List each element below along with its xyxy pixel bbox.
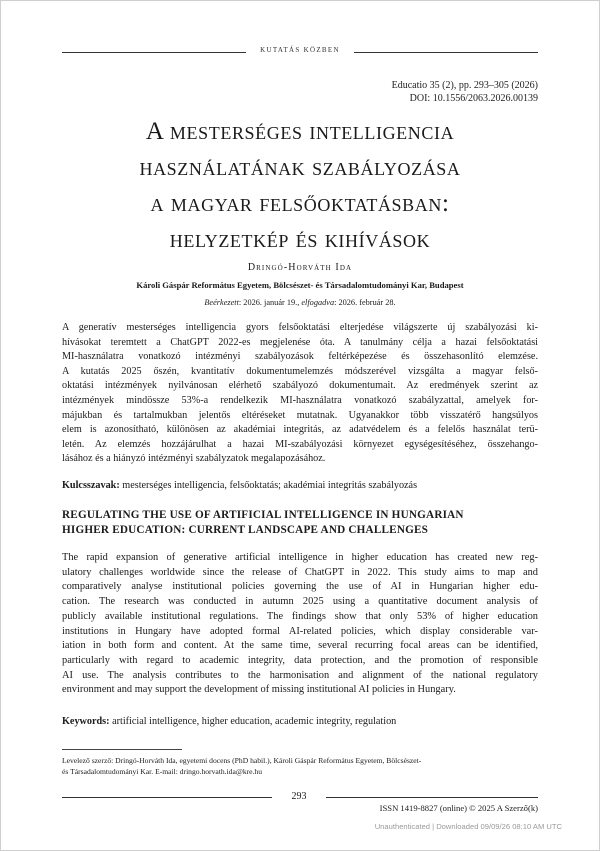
english-title-line: REGULATING THE USE OF ARTIFICIAL INTELLIGENCE IN HUNGARIAN [62,509,464,521]
abstract-line: ulatory challenges worldwide since the release of ChatGPT in 2022. This study aims to map and [62,566,538,578]
page-number: 293 [291,791,307,802]
affiliation: Károli Gáspár Református Egyetem, Bölcsészet- és Társadalomtudományi Kar, Budapest [136,280,464,290]
issn: ISSN 1419-8827 (online) © 2025 A Szerző(k) [379,803,538,813]
footnote-line: Levelező szerző: Dringó-Horváth Ida, egyetemi docens (PhD habil.), Károli Gáspár Református Egyetem, Bölcsészet- [62,756,422,765]
abstract-line: intézmények mindössze 53%-a rendelkezik MI-használatra vonatkozó szabályzattal, amelyek for- [62,394,538,406]
footer-rule-right [326,797,538,798]
citation [392,80,538,105]
dates [62,298,538,307]
article-title [62,114,538,258]
footer-rule-left [62,797,272,798]
accepted-label: elfogadva [301,298,335,307]
abstract-line: hívásokat teremtett a ChatGPT 2022-es megjelenése óta. A tanulmány célja a hazai felsőoktatási [62,336,538,348]
title-line: helyzetkép és kihívások [169,226,431,253]
abstract-line: MI-használatra vonatkozó intézményi szabályozások feltérképezése és összehasonlító elemzése. [62,351,538,363]
footnote-rule [62,749,182,750]
journal-citation: Educatio 35 (2), pp. 293–305 (2026) [391,80,538,91]
abstract-line: elem is azonosítható, különösen az akadémiai integritás, az adatvédelem és a felelős használat terü- [62,424,538,436]
keywords-text: mesterséges intelligencia, felsőoktatás; akadémiai integritás szabályozás [119,480,418,491]
title-line: A mesterséges intelligencia [145,118,455,145]
title-line: használatának szabályozása [139,154,461,181]
keywords-text: artificial intelligence, higher education, academic integrity, regulation [109,716,397,727]
abstract-english [62,551,538,698]
abstract-line: májukban és tartalmukban jelentős eltéréseket mutatnak. Ugyanakkor több visszatérő hangsúlyos [62,409,538,421]
doi[interactable]: DOI: 10.1556/2063.2026.00139 [409,92,538,104]
keywords-label: Keywords: [62,716,110,727]
footnote [62,755,538,777]
abstract-line: environment and may support the development of missing institutional AI policies in Hungary. [62,684,456,696]
abstract-line: lásához és a hiányzó intézményi szabályzatok megalapozásához. [62,453,326,465]
abstract-line: A kutatás 2025 őszén, kvantitatív dokumentumelemzés módszerével vizsgálta a magyar felső- [62,365,538,377]
author: Dringó-Horváth Ida [247,262,353,273]
footnote-line: és Társadalomtudományi Kar. E-mail: dringo.horvath.ida@kre.hu [62,767,263,776]
received-label: Beérkezett [204,298,239,307]
download-watermark: Unauthenticated | Downloaded 09/09/26 08:10 AM UTC [374,822,562,831]
section-header [62,46,538,58]
abstract-line: letén. Az elemzés hozzájárulhat a hazai MI-szabályozási környezet egységesítéséhez, összehango- [62,438,538,450]
section-label: KUTATÁS KÖZBEN [260,46,340,54]
abstract-line: cation. The research was conducted in autumn 2025 using a quantitative document analysis of [62,596,538,608]
abstract-line: iation in both form and content. At the same time, several recurring focal areas can be identified, [62,640,538,652]
title-line: a magyar felsőoktatásban: [150,190,450,217]
english-title-line: HIGHER EDUCATION: CURRENT LANDSCAPE AND CHALLENGES [62,524,429,536]
abstract-line: publicly available institutional regulations. The findings show that only 53% of higher education [62,610,538,622]
received-date: : 2026. január 19., [238,298,302,307]
section-rule-right [354,52,538,53]
abstract-hungarian [62,321,538,467]
abstract-line: A generatív mesterséges intelligencia gyors felsőoktatási elterjedése világszerte új szabályozási ki- [62,322,538,333]
abstract-line: institutions in Hungary have adopted formal AI-related policies, which display considerable var- [62,625,538,637]
keywords-english [62,716,538,727]
abstract-line: AI use. The analysis contributes to the harmonisation and alignment of the national regulatory [62,669,538,681]
abstract-line: The rapid expansion of generative artificial intelligence in higher education has created new reg- [62,552,538,563]
abstract-line: comparatively analyse institutional policies governing the use of AI in Hungarian higher edu- [62,581,538,593]
accepted-date: : 2026. február 28. [334,298,396,307]
english-title [62,508,538,538]
abstract-line: oktatási intézmények nyilvánosan elérhető szabályozó dokumentumait. Az eredmények szerint az [62,380,538,392]
keywords-label: Kulcsszavak: [62,480,120,491]
abstract-line: particularly with regard to academic integrity, data protection, and the promotion of responsible [62,654,538,666]
keywords-hungarian [62,480,538,491]
